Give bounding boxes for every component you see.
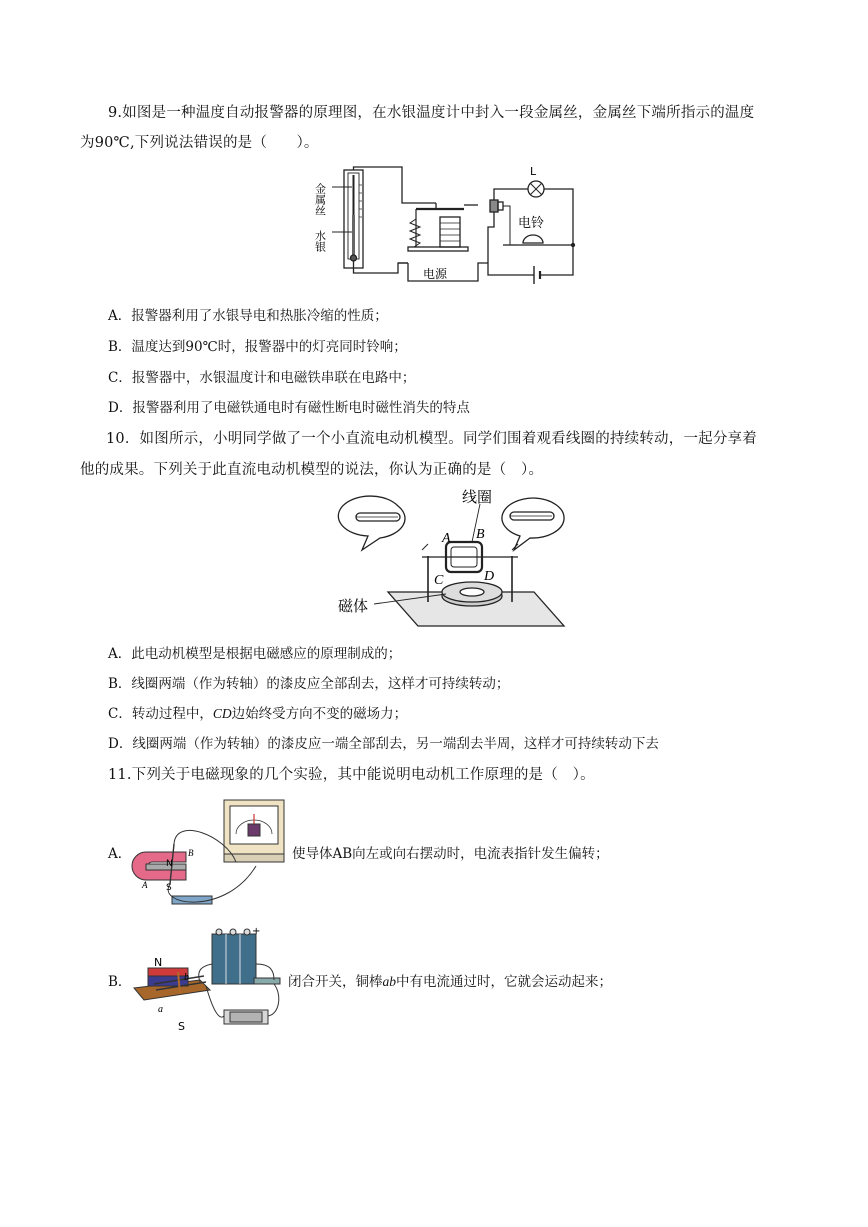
q11-b-motor-figure	[134, 924, 284, 1036]
label-B: B	[476, 527, 485, 542]
label-metal-wire: 金属丝	[313, 183, 327, 216]
q10-option-c[interactable]	[108, 700, 407, 728]
label-mercury: 水银	[313, 230, 327, 252]
q11-a-induction-figure	[136, 796, 288, 912]
label-D: D	[484, 569, 495, 584]
label-magnet: 磁体	[338, 597, 369, 615]
label-plus: +	[252, 926, 261, 937]
q11-stem: 11.下列关于电磁现象的几个实验，其中能说明电动机工作原理的是（ ）。	[108, 767, 595, 783]
q10-option-c-pre: C．转动过程中，	[108, 706, 213, 722]
q10-option-b[interactable]: B．线圈两端（作为转轴）的漆皮应全部刮去，这样才可持续转动；	[108, 676, 510, 692]
label-N: N	[166, 859, 173, 869]
thermometer-bulb	[351, 255, 357, 261]
battery-pack	[212, 934, 256, 984]
q9-option-d[interactable]: D．报警器利用了电磁铁通电时有磁性断电时磁性消失的特点	[108, 400, 470, 416]
q11-option-a-letter[interactable]: A．	[108, 846, 132, 862]
q10-stem-line2: 他的成果。下列关于此直流电动机模型的说法，你认为正确的是（ ）。	[80, 462, 544, 478]
label-power: 电源	[423, 267, 448, 281]
label-b: b	[184, 972, 189, 983]
label-A: A	[442, 531, 451, 546]
q11-option-b-pre: 闭合开关，铜棒	[288, 974, 383, 990]
label-S: S	[166, 883, 172, 893]
q10-motor-model-figure	[338, 484, 578, 630]
label-bell: 电铃	[518, 216, 545, 231]
q10-option-a[interactable]: A．此电动机模型是根据电磁感应的原理制成的；	[108, 646, 402, 662]
label-coil: 线圈	[462, 488, 493, 506]
q11-option-b-ab: ab	[382, 974, 396, 989]
q11-option-b-post: 中有电流通过时，它就会运动起来；	[396, 974, 612, 990]
q9-option-c[interactable]: C．报警器中，水银温度计和电磁铁串联在电路中；	[108, 370, 416, 386]
q10-option-d[interactable]: D．线圈两端（作为转轴）的漆皮应一端全部刮去，另一端刮去半周，这样才可持续转动下去	[108, 736, 659, 752]
label-C: C	[434, 573, 444, 588]
label-a: a	[158, 1004, 163, 1015]
label-S: S	[178, 1020, 185, 1033]
q9-alarm-circuit-figure	[313, 165, 588, 293]
label-A: A	[142, 880, 148, 890]
q11-option-b-text[interactable]	[288, 968, 612, 996]
q10-option-c-cd: CD	[212, 706, 232, 721]
bell-icon	[523, 235, 543, 243]
q9-option-b[interactable]: B．温度达到90℃时，报警器中的灯亮同时铃响；	[108, 339, 407, 355]
label-N: N	[154, 956, 163, 969]
label-lamp: L	[530, 165, 537, 178]
label-B: B	[188, 848, 194, 858]
q11-option-b-letter[interactable]: B．	[108, 974, 132, 990]
q10-stem-line1: 10．如图所示，小明同学做了一个小直流电动机模型。同学们围着观看线圈的持续转动，一起分享着	[106, 431, 757, 447]
q9-stem-line2: 为90℃,下列说法错误的是（ ）。	[80, 135, 319, 151]
q10-option-c-post: 边始终受方向不变的磁场力；	[231, 706, 408, 722]
q11-option-a-text[interactable]: 使导体AB向左或向右摆动时，电流表指针发生偏转；	[292, 846, 609, 862]
q9-stem-line1: 9.如图是一种温度自动报警器的原理图，在水银温度计中封入一段金属丝，金属丝下端所指示的温度	[108, 105, 755, 121]
q9-option-a[interactable]: A．报警器利用了水银导电和热胀冷缩的性质；	[108, 308, 388, 324]
